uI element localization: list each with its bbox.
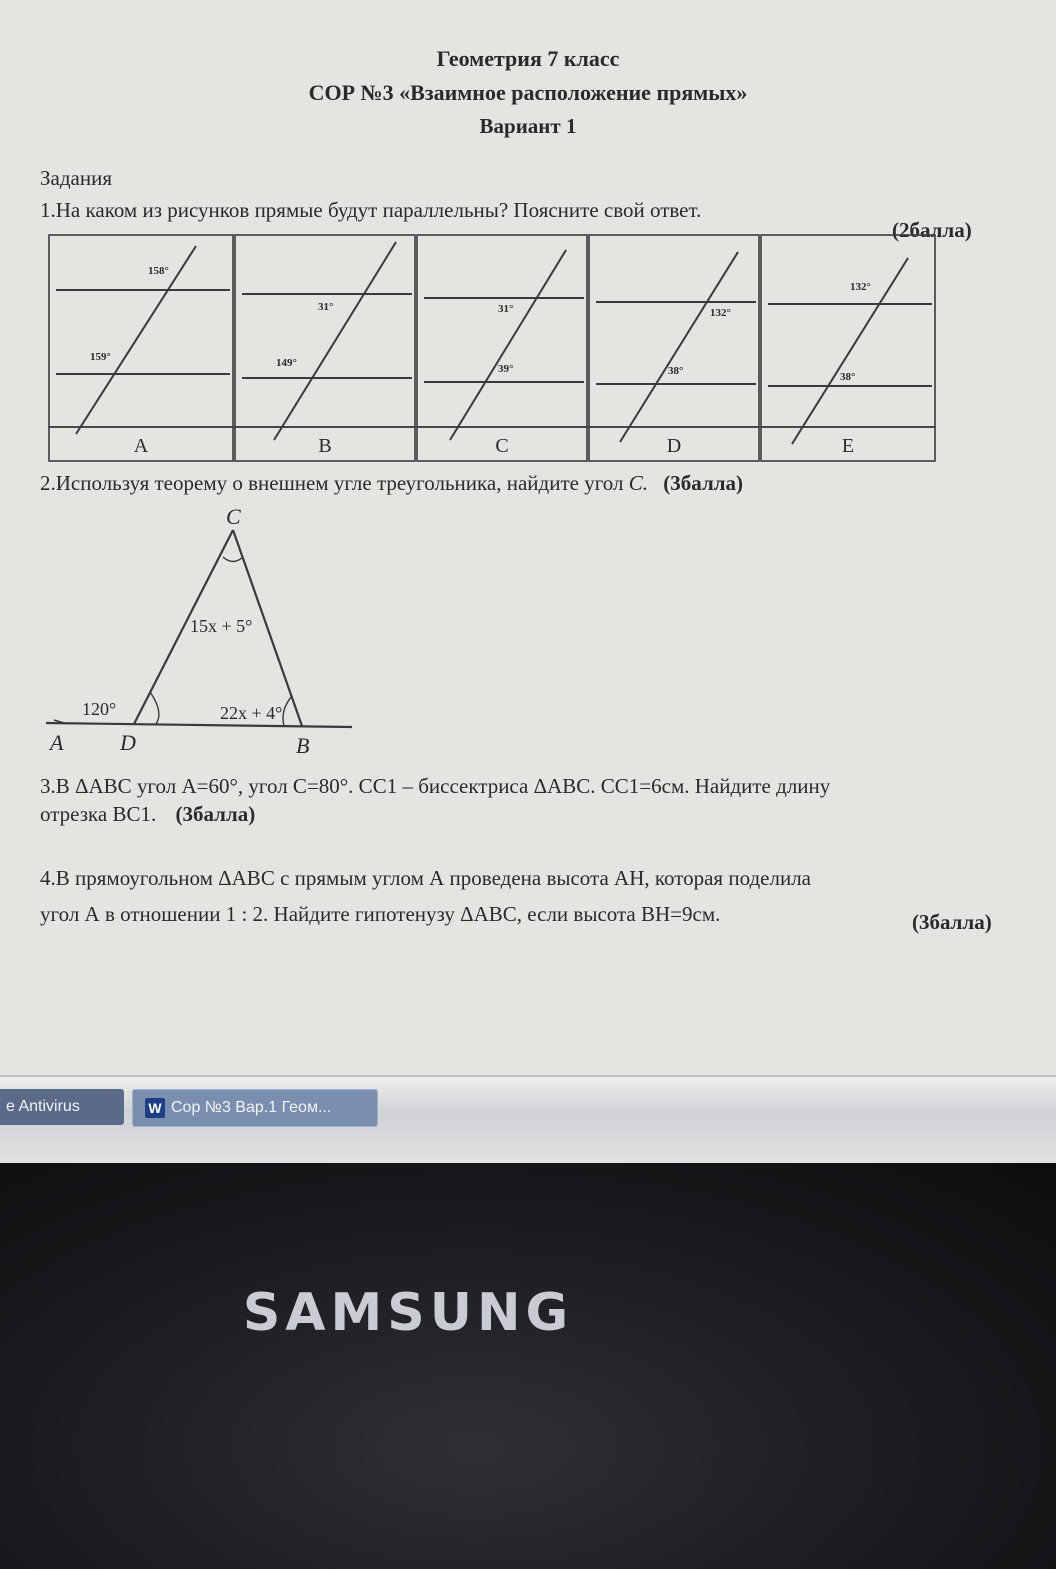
task2-triangle [40,500,360,762]
task2-text [40,471,743,496]
monitor-brand-logo: SAMSUNG [242,1283,574,1343]
task1-text: 1.На каком из рисунков прямые будут параллельны? Поясните свой ответ. [40,198,702,222]
figure-label: E [841,435,855,457]
figure-frame [761,235,935,427]
transversal-line [620,252,738,442]
word-document-icon: W [145,1098,165,1118]
transversal-line [76,246,196,434]
tasks-heading: Задания [40,166,112,190]
figure-bottom-angle: 38° [668,365,684,377]
task4-line2: угол А в отношении 1 : 2. Найдите гипотенузу ΔАВС, если высота ВН=9см. [40,902,721,926]
transversal-line [274,242,396,440]
windows-taskbar [0,1075,1056,1165]
figure-top-angle: 132° [710,307,731,319]
figure-bottom-angle: 39° [498,363,514,375]
task3-line2 [40,802,255,827]
figure-label: A [133,435,149,457]
vertex-c-label: C [226,504,241,529]
figure-label: B [318,435,332,457]
figure-top-angle: 31° [318,301,334,313]
base-line [46,723,352,727]
figure-top-angle: 31° [498,303,514,315]
task1-points: (2балла) [892,218,972,242]
task2-angle-name: C. [628,471,649,495]
figure-bottom-angle: 38° [840,371,856,383]
figure-label: C [495,435,509,457]
document-title: Геометрия 7 класс [436,46,620,71]
figure-top-angle: 132° [850,281,871,293]
vertex-d-label: D [120,730,136,755]
vertex-a-label: A [50,730,64,755]
figure-bottom-angle: 159° [90,351,111,363]
task3-points: (3балла) [175,802,256,826]
taskbar-item-antivirus[interactable]: e Antivirus [0,1089,124,1125]
angle-c-expression: 15x + 5° [190,616,253,636]
taskbar-item-document-label: Сор №3 Вар.1 Геом... [171,1099,332,1116]
variant-label: Вариант 1 [479,114,577,138]
angle-b-expression: 22x + 4° [220,703,283,723]
monitor-bezel [0,1163,1056,1569]
vertex-b-label: B [296,733,310,758]
angle-arc-c [223,557,243,562]
angle-arc-d [150,692,159,724]
task3-line1: 3.В ΔАВС угол А=60°, угол С=80°. СС1 – биссектриса ΔАВС. СС1=6см. Найдите длину [40,774,831,798]
figure-frame [589,235,759,427]
figure-frame [235,235,415,427]
task3-line2-text: отрезка ВС1. [40,802,157,826]
angle-arc-b [283,696,292,726]
document-subtitle: СОР №3 «Взаимное расположение прямых» [308,80,748,105]
taskbar-item-document[interactable] [132,1089,378,1127]
exterior-angle-label: 120° [82,699,117,719]
task1-figures [48,234,938,478]
figure-bottom-angle: 149° [276,357,297,369]
task2-points: (3балла) [663,471,743,495]
figure-top-angle: 158° [148,265,169,277]
task4-points: (3балла) [912,910,992,934]
task4-line1: 4.В прямоугольном ΔАВС с прямым углом А проведена высота АН, которая поделила [40,866,812,890]
figure-frame [417,235,587,427]
figure-label: D [666,435,682,457]
task2-question: 2.Используя теорему о внешнем угле треугольника, найдите угол [40,471,624,495]
transversal-line [450,250,566,440]
